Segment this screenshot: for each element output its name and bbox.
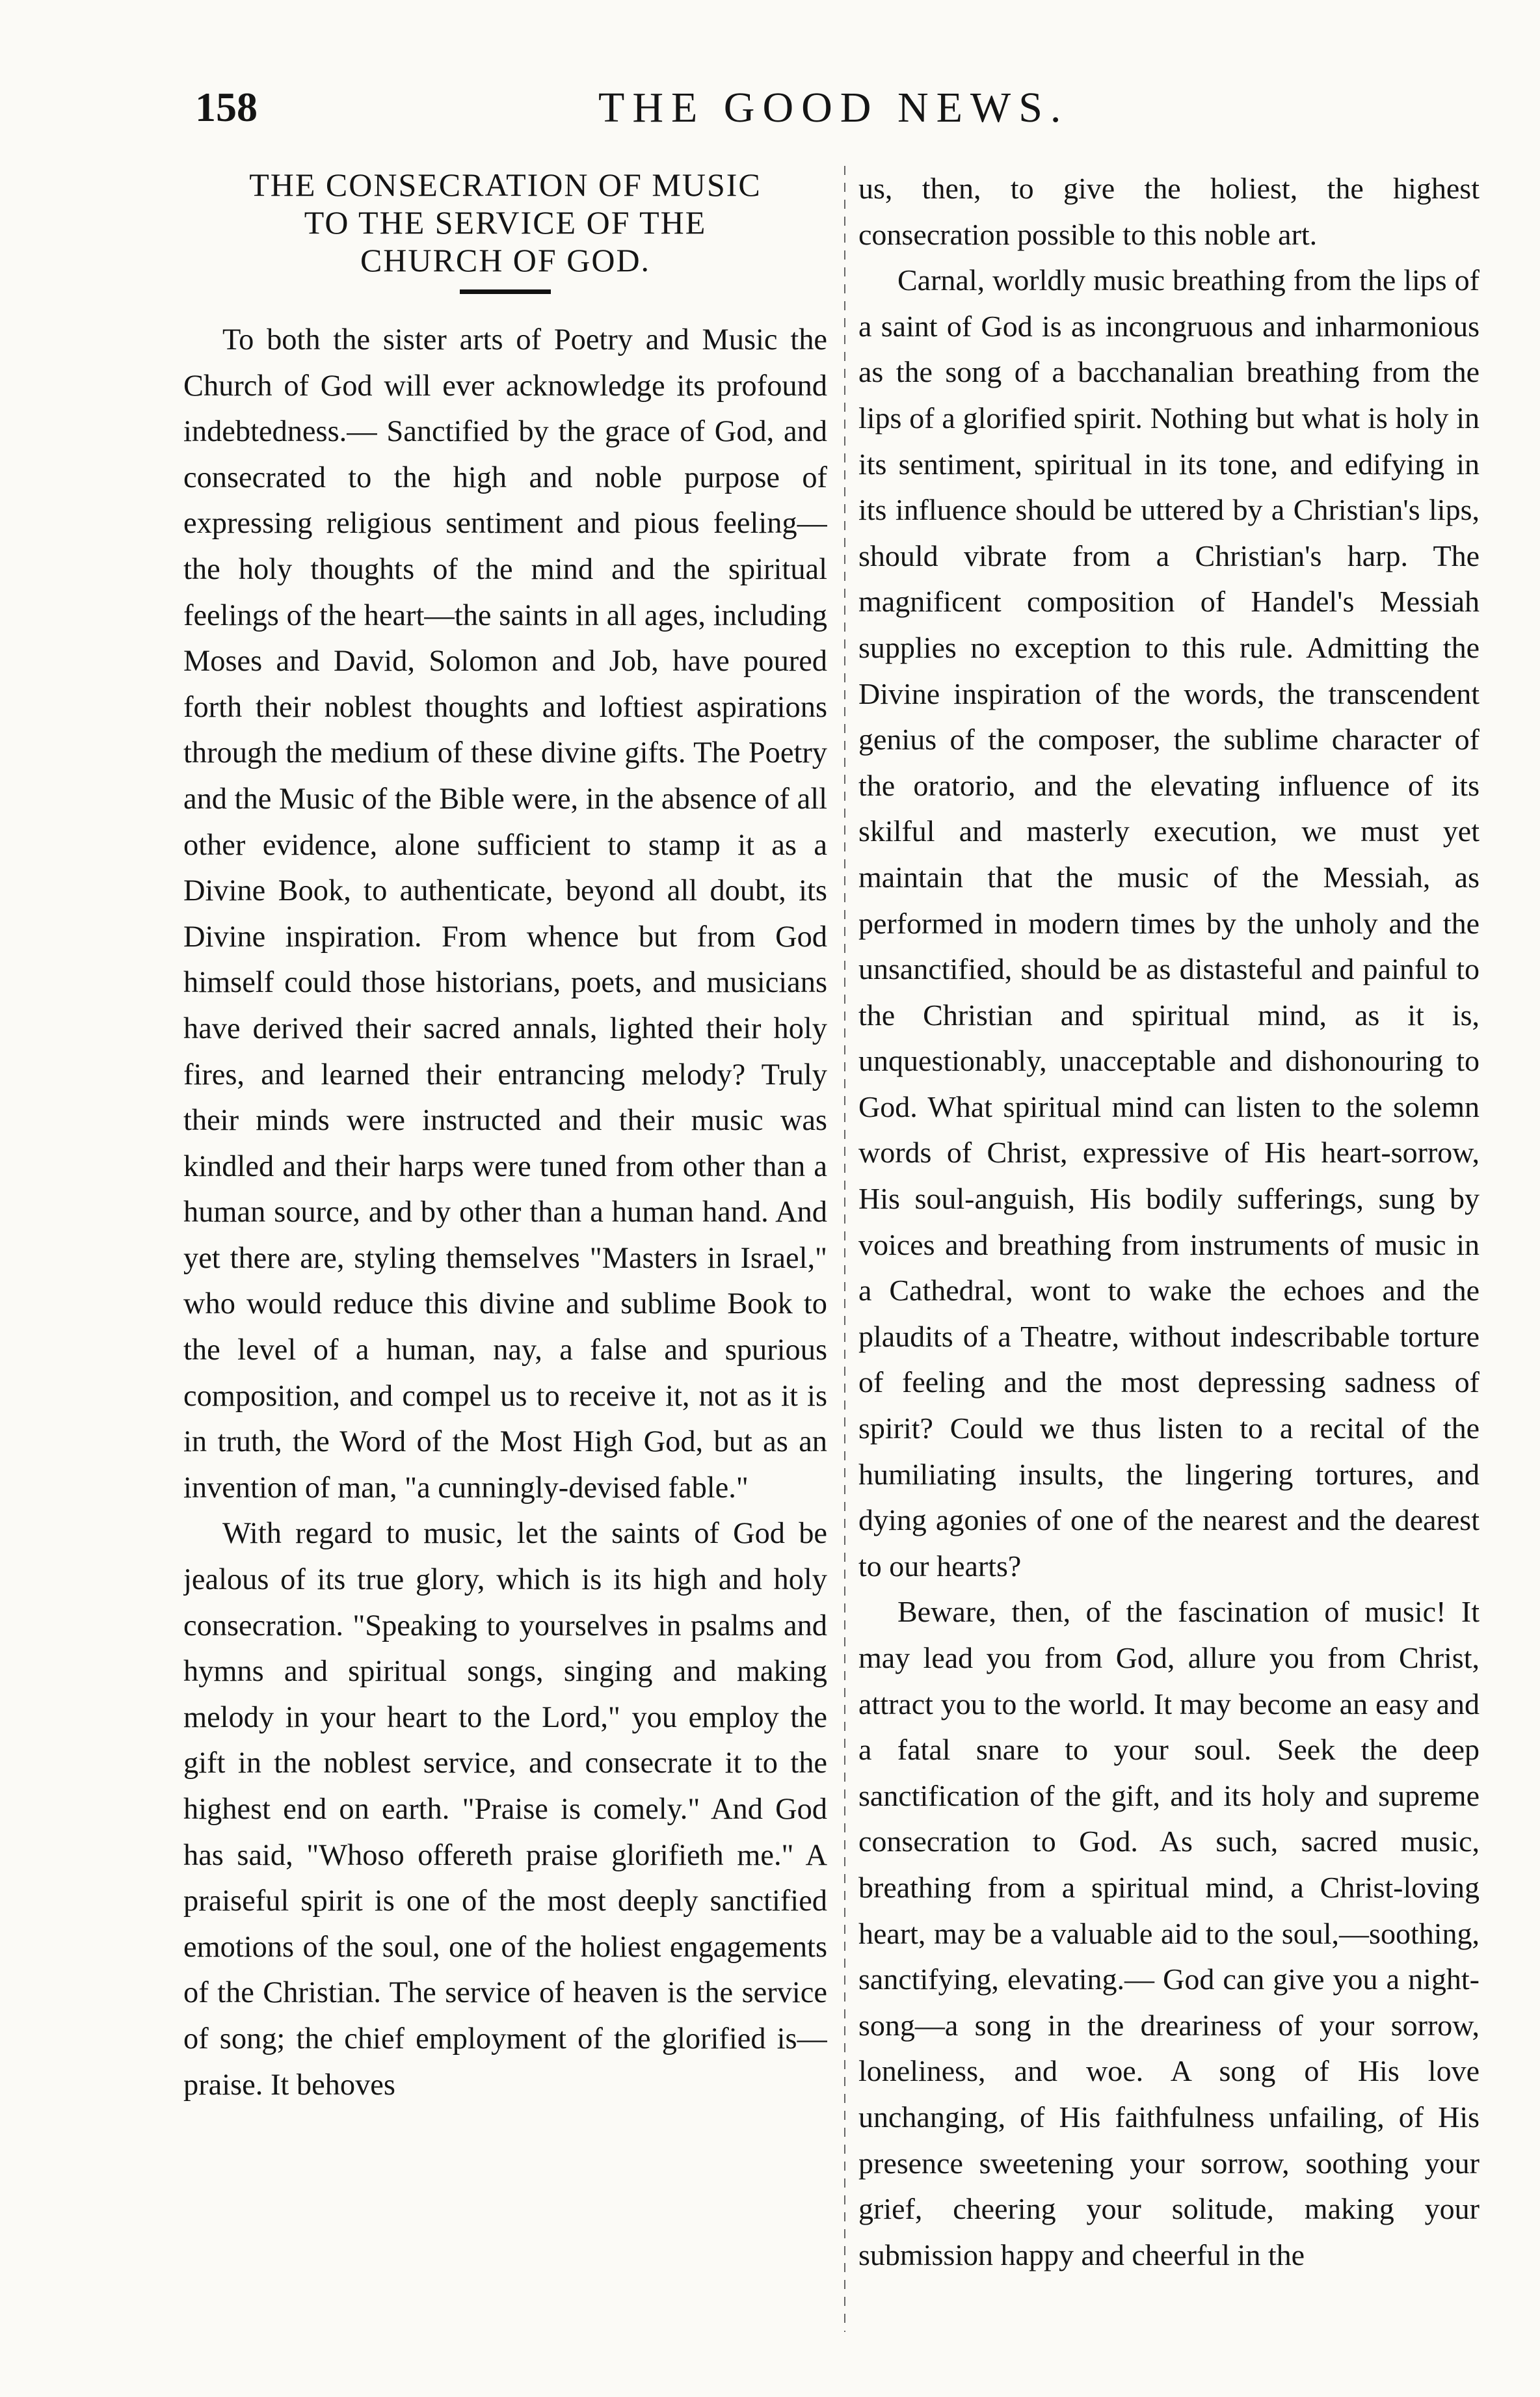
- column-divider: [844, 166, 845, 2332]
- right-column: [858, 166, 1480, 2332]
- article-title-line-2: TO THE SERVICE OF THE: [304, 204, 707, 241]
- page-number: 158: [195, 84, 258, 130]
- paragraph-2: With regard to music, let the saints of God be jealous of its true glory, which is its high and holy consecration. "Speaking to yourselves in psalms and hymns and spiritual songs, singing and making melody in your heart to the Lord," you employ the gift in the noblest service, and consecrate it to the highest end on earth. "Praise is comely." And God has said, "Whoso offereth praise glorifieth me." A praiseful spirit is one of the most deeply sanctified emotions of the soul, one of the holiest engagements of the Christian. The service of heaven is the service of song; the chief employment of the glorified is—praise. It behoves: [183, 1517, 827, 2102]
- running-head: [195, 83, 1470, 135]
- paragraph-continuation: us, then, to give the holiest, the highest consecration possible to this noble art.: [858, 172, 1480, 251]
- left-column: [183, 166, 827, 2332]
- paragraph-4: Beware, then, of the fascination of music! It may lead you from God, allure you from Christ, attract you to the world. It may become an easy and a fatal snare to your soul. Seek the deep sanctification of the gift, and its holy and supreme consecration to God. As such, sacred music, breathing from a spiritual mind, a Christ-loving heart, may be a valuable aid to the soul,—soothing, sanctifying, elevating.— God can give you a night-song—a song in the dreariness of your sorrow, loneliness, and woe. A song of His love unchanging, of His faithfulness unfailing, of His presence sweetening your sorrow, soothing your grief, cheering your solitude, making your submission happy and cheerful in the: [858, 1595, 1480, 2271]
- title-rule: [460, 289, 551, 294]
- article-title: [183, 166, 827, 279]
- article-title-line-3: CHURCH OF GOD.: [360, 242, 651, 278]
- journal-title: THE GOOD NEWS.: [598, 84, 1069, 131]
- paragraph-1: To both the sister arts of Poetry and Music the Church of God will ever acknowledge its profound indebtedness.— Sanctified by the grace of God, and consecrated to the high and noble purpose of expressing religious sentiment and pious feeling—the holy thoughts of the mind and the spiritual feelings of the heart—the saints in all ages, including Moses and David, Solomon and Job, have poured forth their noblest thoughts and loftiest aspirations through the medium of these divine gifts. The Poetry and the Music of the Bible were, in the absence of all other evidence, alone sufficient to stamp it as a Divine Book, to authenticate, beyond all doubt, its Divine inspiration. From whence but from God himself could those historians, poets, and musicians have derived their sacred annals, lighted their holy fires, and learned their entrancing melody? Truly their minds were instructed and their music was kindled and their harps were tuned from other than a human source, and by other than a human hand. And yet there are, styling themselves "Masters in Israel," who would reduce this divine and sublime Book to the level of a human, nay, a false and spurious composition, and compel us to receive it, not as it is in truth, the Word of the Most High God, but as an invention of man, "a cunningly-devised fable.": [183, 323, 827, 1505]
- article-title-line-1: THE CONSECRATION OF MUSIC: [249, 167, 762, 203]
- paragraph-3: Carnal, worldly music breathing from the lips of a saint of God is as incongruous and inharmonious as the song of a bacchanalian breathing from the lips of a glorified spirit. Nothing but what is holy in its sentiment, spiritual in its tone, and edifying in its influence should be uttered by a Christian's lips, should vibrate from a Christian's harp. The magnificent composition of Handel's Messiah supplies no exception to this rule. Admitting the Divine inspiration of the words, the transcendent genius of the composer, the sublime character of the oratorio, and the elevating influence of its skilful and masterly execution, we must yet maintain that the music of the Messiah, as performed in modern times by the unholy and the unsanctified, should be as distasteful and painful to the Christian and spiritual mind, as it is, unquestionably, unacceptable and dishonouring to God. What spiritual mind can listen to the solemn words of Christ, expressive of His heart-sorrow, His soul-anguish, His bodily sufferings, sung by voices and breathing from instruments of music in a Cathedral, wont to wake the echoes and the plaudits of a Theatre, without indescribable torture of feeling and the most depressing sadness of spirit? Could we thus listen to a recital of the humiliating insults, the lingering tortures, and dying agonies of one of the nearest and the dearest to our hearts?: [858, 263, 1480, 1583]
